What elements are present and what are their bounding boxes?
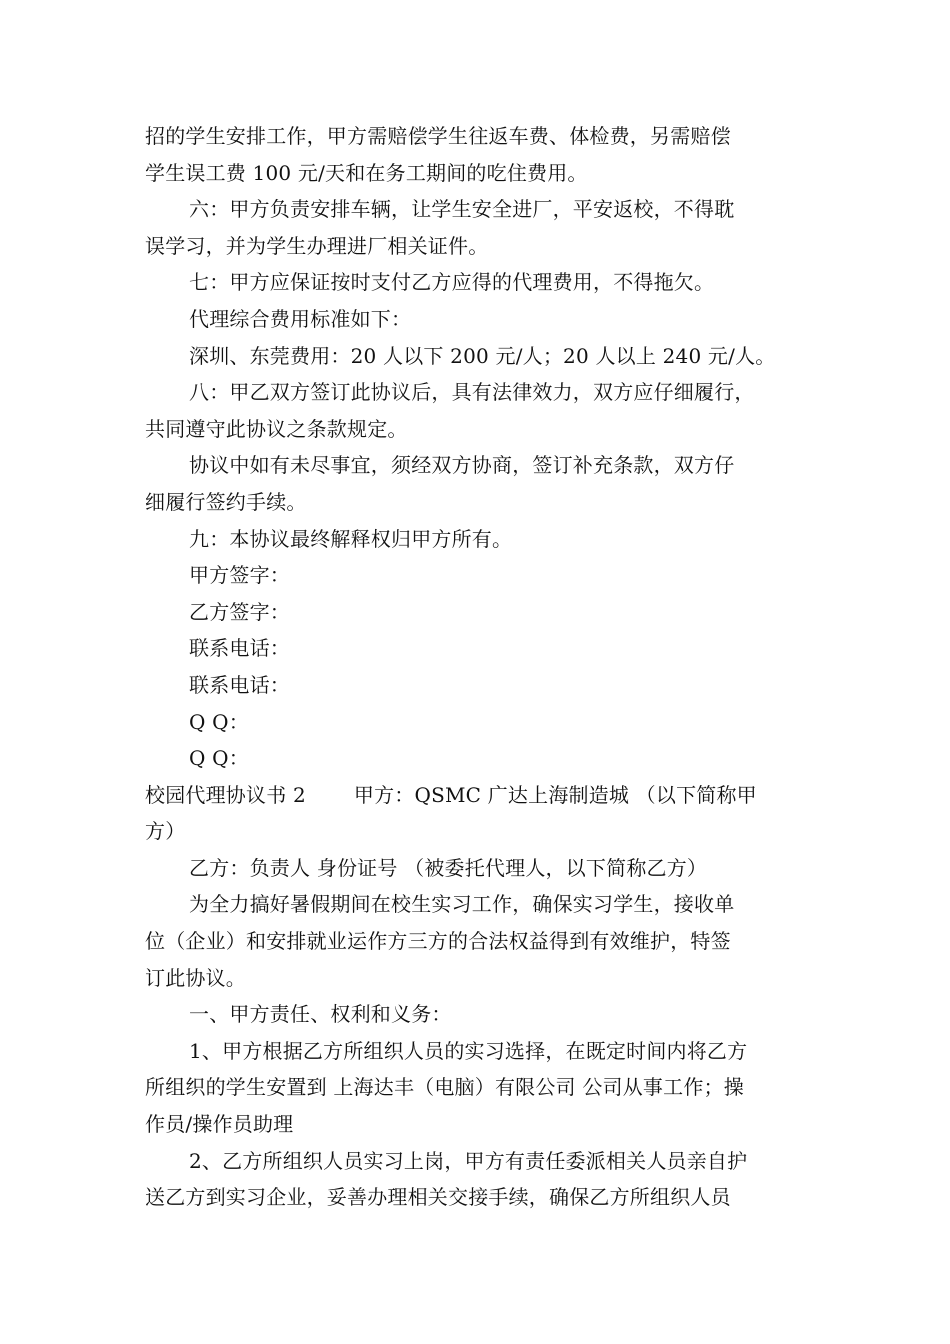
- text-line: 乙方签字：: [189, 599, 290, 624]
- text-line: 七：甲方应保证按时支付乙方应得的代理费用，不得拖欠。: [189, 270, 715, 295]
- text-line: 九：本协议最终解释权归甲方所有。: [189, 526, 513, 551]
- text-line: 乙方：负责人 身份证号 （被委托代理人，以下简称乙方）: [189, 855, 708, 880]
- text-line: 送乙方到实习企业，妥善办理相关交接手续，确保乙方所组织人员: [145, 1185, 731, 1210]
- text-line: 共同遵守此协议之条款规定。: [145, 416, 408, 441]
- text-line: 细履行签约手续。: [145, 489, 307, 514]
- text-line: 协议中如有未尽事宜，须经双方协商，签订补充条款，双方仔: [189, 453, 735, 478]
- text-line: 一、甲方责任、权利和义务：: [189, 1002, 452, 1027]
- text-line: 甲方签字：: [189, 563, 290, 588]
- text-line: 作员/操作员助理: [145, 1112, 294, 1137]
- section-title: 校园代理协议书 2: [145, 782, 306, 807]
- text-line: 为全力搞好暑假期间在校生实习工作，确保实习学生，接收单: [189, 892, 735, 917]
- document-page: [145, 118, 825, 1216]
- text-line: 所组织的学生安置到 上海达丰（电脑）有限公司 公司从事工作；操: [145, 1075, 744, 1100]
- text-line: Q Q：: [189, 709, 249, 734]
- text-line: 招的学生安排工作，甲方需赔偿学生往返车费、体检费，另需赔偿: [145, 124, 731, 148]
- text-line: 代理综合费用标准如下：: [189, 306, 412, 331]
- text-line: 方）: [145, 819, 186, 844]
- text-line: Q Q：: [189, 746, 249, 771]
- text-line: 误学习，并为学生办理进厂相关证件。: [145, 233, 489, 258]
- text-line: 位（企业）和安排就业运作方三方的合法权益得到有效维护，特签: [145, 929, 731, 954]
- text-line: 2、乙方所组织人员实习上岗，甲方有责任委派相关人员亲自护: [189, 1148, 748, 1173]
- text-line: 1、甲方根据乙方所组织人员的实习选择，在既定时间内将乙方: [189, 1038, 748, 1063]
- text-line: 联系电话：: [189, 672, 290, 697]
- party-a-intro: 甲方：QSMC 广达上海制造城 （以下简称甲: [353, 782, 757, 807]
- section-title-line: [145, 777, 825, 814]
- text-line: 学生误工费 100 元/天和在务工期间的吃住费用。: [145, 160, 588, 185]
- text-line: 八：甲乙双方签订此协议后，具有法律效力，双方应仔细履行，: [189, 380, 755, 405]
- text-line: 深圳、东莞费用：20 人以下 200 元/人；20 人以上 240 元/人。: [189, 343, 776, 368]
- text-line: 联系电话：: [189, 636, 290, 661]
- document-body-bottom: [145, 813, 825, 1216]
- text-line: 六：甲方负责安排车辆，让学生安全进厂，平安返校，不得耽: [189, 197, 735, 222]
- text-line: 订此协议。: [145, 965, 246, 990]
- document-body-top: [145, 118, 825, 777]
